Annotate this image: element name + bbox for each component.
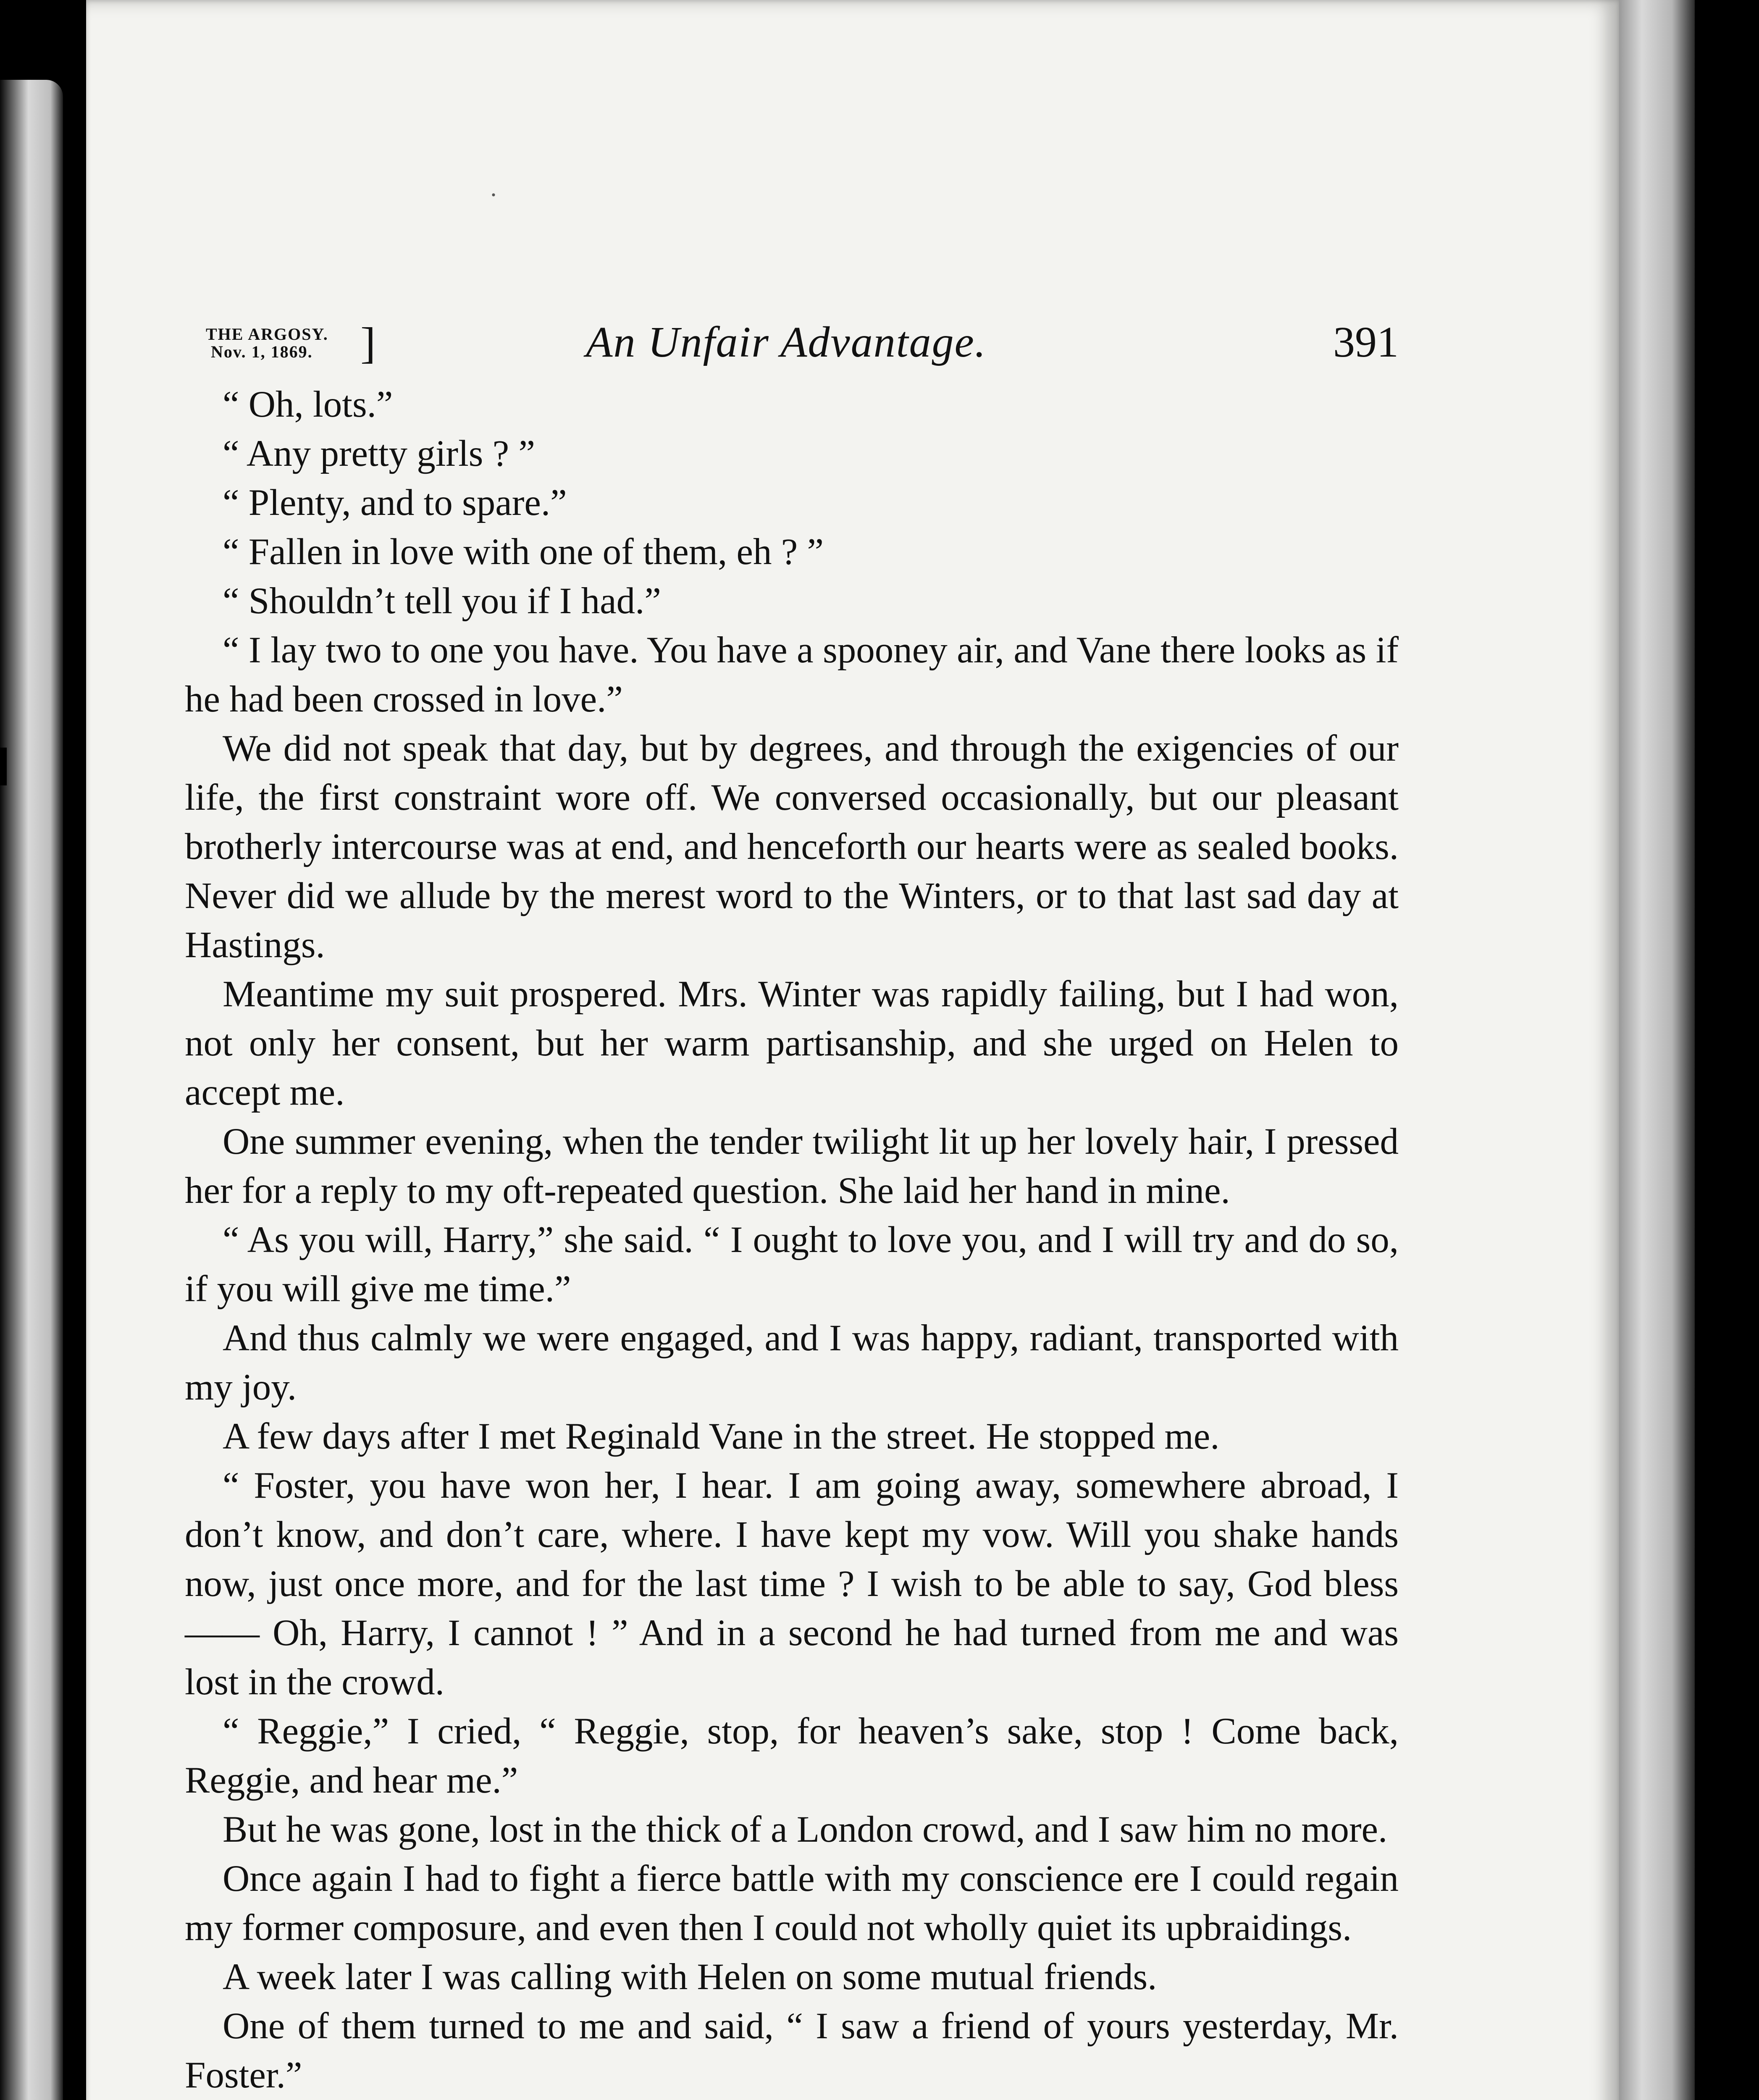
page-number: 391 [1333, 318, 1399, 366]
paragraph: “ As you will, Harry,” she said. “ I ought to love you, and I will try and do so, if you will give me time.” [185, 1219, 1399, 1310]
paragraph: “ Fallen in love with one of them, eh ? ” [223, 531, 824, 572]
adjacent-page-edge [0, 80, 63, 2100]
story-title: An Unfair Advantage. [586, 318, 987, 366]
paragraph: Meantime my suit prospered. Mrs. Winter was rapidly failing, but I had won, not only her consent, but her warm partisanship, and she urged on Helen to accept me. [185, 974, 1399, 1113]
paragraph: “ Any pretty girls ? ” [223, 433, 535, 474]
paragraph: A few days after I met Reginald Vane in the street. He stopped me. [223, 1416, 1220, 1457]
running-head [206, 317, 1399, 372]
paragraph: Once again I had to fight a fierce battle with my conscience ere I could regain my former composure, and even then I could not wholly quiet its upbraidings. [185, 1858, 1399, 1948]
issue-date: Nov. 1, 1869. [211, 342, 313, 361]
body-text [185, 380, 1399, 2100]
paragraph: We did not speak that day, but by degrees, and through the exigencies of our life, the first constraint wore off. We conversed occasionally, but our pleasant brotherly intercourse was at end, and henceforth our hearts were as sealed books. Never did we allude by the merest word to the Winters, or to that last sad day at Hastings. [185, 728, 1399, 966]
paragraph: “ I lay two to one you have. You have a spooney air, and Vane there looks as if he had been crossed in love.” [185, 630, 1399, 720]
page-fore-edge [1619, 0, 1695, 2100]
running-head-bracket: ] [360, 319, 376, 368]
print-speck: · [489, 181, 498, 209]
paragraph: “ Plenty, and to spare.” [223, 482, 567, 523]
paragraph: “ Foster, you have won her, I hear. I am going away, somewhere abroad, I don’t know, and don’t care, where. I have kept my vow. Will you shake hands now, just once more, and for the last time ? I wish to be able to say, God bless—— Oh, Harry, I cannot ! ” And in a second he had turned from me and was lost in the crowd. [185, 1465, 1399, 1703]
paragraph: One of them turned to me and said, “ I saw a friend of yours yesterday, Mr. Foster.” [185, 2006, 1399, 2096]
scan-mark [0, 748, 7, 785]
paragraph: “ Shouldn’t tell you if I had.” [223, 580, 661, 622]
paragraph: “ Reggie,” I cried, “ Reggie, stop, for heaven’s sake, stop ! Come back, Reggie, and hear me.” [185, 1711, 1399, 1801]
paragraph: “ Oh, lots.” [223, 384, 393, 425]
magazine-name: THE ARGOSY. [206, 325, 328, 344]
paragraph: A week later I was calling with Helen on some mutual friends. [223, 1956, 1157, 1998]
magazine-issue [206, 326, 328, 361]
paragraph: One summer evening, when the tender twilight lit up her lovely hair, I pressed her for a reply to my oft-repeated question. She laid her hand in mine. [185, 1121, 1399, 1211]
paragraph: But he was gone, lost in the thick of a London crowd, and I saw him no more. [223, 1809, 1388, 1850]
paragraph: And thus calmly we were engaged, and I was happy, radiant, transported with my joy. [185, 1318, 1399, 1408]
